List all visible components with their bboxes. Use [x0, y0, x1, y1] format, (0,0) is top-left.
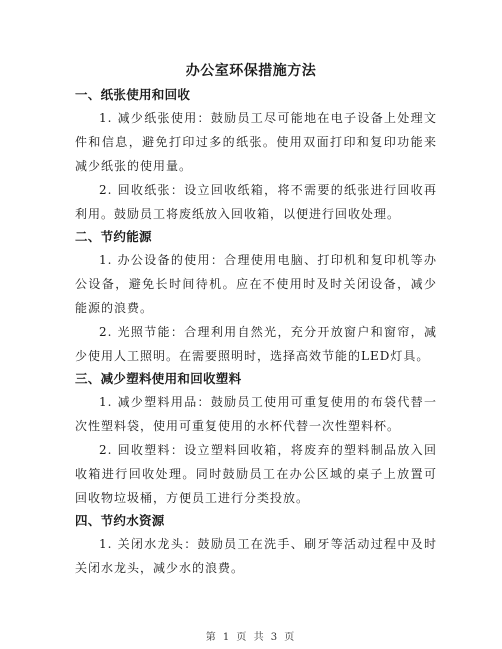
- paragraph: 2. 光照节能：合理利用自然光，充分开放窗户和窗帘，减少使用人工照明。在需要照明时，选择高效节能的LED灯具。: [75, 325, 437, 363]
- paragraph: 1. 办公设备的使用：合理使用电脑、打印机和复印机等办公设备，避免长时间待机。应在不使用时及时关闭设备，减少能源的浪费。: [75, 253, 437, 315]
- document-title: 办公室环保措施方法: [185, 63, 317, 79]
- paragraph: 1. 减少塑料用品：鼓励员工使用可重复使用的布袋代替一次性塑料袋，使用可重复使用的水杯代替一次性塑料杯。: [75, 395, 437, 433]
- section-plastic: [75, 368, 437, 510]
- paragraph: 1. 减少纸张使用：鼓励员工尽可能地在电子设备上处理文件和信息，避免打印过多的纸张。使用双面打印和复印功能来减少纸张的使用量。: [75, 111, 437, 173]
- section-paper: [75, 84, 437, 226]
- section-water: [75, 510, 437, 580]
- section-energy: [75, 226, 437, 368]
- paragraph: 1. 关闭水龙头：鼓励员工在洗手、刷牙等活动过程中及时关闭水龙头，减少水的浪费。: [75, 537, 437, 575]
- document-body: [75, 84, 437, 580]
- paragraph: 2. 回收纸张：设立回收纸箱，将不需要的纸张进行回收再利用。鼓励员工将废纸放入回收箱，以便进行回收处理。: [75, 183, 437, 221]
- page-number-footer: 第 1 页 共 3 页: [205, 632, 297, 643]
- section-heading: 四、节约水资源: [75, 513, 165, 528]
- section-heading: 一、纸张使用和回收: [75, 87, 191, 102]
- paragraph: 2. 回收塑料：设立塑料回收箱，将废弃的塑料制品放入回收箱进行回收处理。同时鼓励员工在办公区域的桌子上放置可回收物垃圾桶，方便员工进行分类投放。: [75, 443, 437, 505]
- section-heading: 二、节约能源: [75, 229, 152, 244]
- section-heading: 三、减少塑料使用和回收塑料: [75, 371, 242, 386]
